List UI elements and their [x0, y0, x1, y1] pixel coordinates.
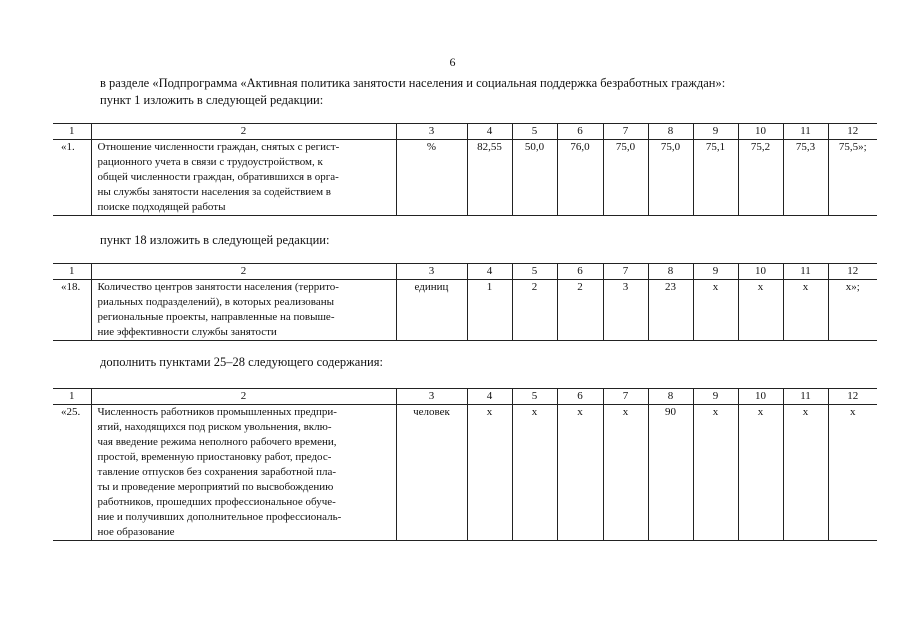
- row-value: 23: [648, 280, 693, 341]
- row-description: [91, 405, 396, 541]
- row-unit: единиц: [396, 280, 467, 341]
- row-value: х: [828, 405, 877, 541]
- row-value: х: [512, 405, 557, 541]
- col-header: 1: [53, 124, 91, 140]
- row-description: [91, 280, 396, 341]
- row-value: 75,5»;: [828, 140, 877, 216]
- row-value: 75,2: [738, 140, 783, 216]
- table-header-row: [53, 124, 877, 140]
- col-header: 1: [53, 389, 91, 405]
- row-value: 3: [603, 280, 648, 341]
- row-value: х: [783, 405, 828, 541]
- row-value: х: [783, 280, 828, 341]
- row-value: х: [738, 405, 783, 541]
- row-value: х: [557, 405, 603, 541]
- col-header: 8: [648, 124, 693, 140]
- col-header: 4: [467, 389, 512, 405]
- row-value: 2: [512, 280, 557, 341]
- table-header-row: [53, 389, 877, 405]
- col-header: 7: [603, 124, 648, 140]
- col-header: 7: [603, 264, 648, 280]
- col-header: 3: [396, 124, 467, 140]
- page-number: 6: [449, 55, 456, 69]
- description-line: ты и проведение мероприятий по высвобождению: [97, 481, 334, 493]
- col-header: 10: [738, 389, 783, 405]
- instruction-point-18: пункт 18 изложить в следующей редакции:: [100, 233, 330, 247]
- col-header: 2: [91, 389, 396, 405]
- row-value: 82,55: [467, 140, 512, 216]
- col-header: 5: [512, 264, 557, 280]
- row-value: 2: [557, 280, 603, 341]
- row-number: «18.: [53, 280, 91, 341]
- row-value: х: [693, 405, 738, 541]
- table-header-row: [53, 264, 877, 280]
- description-line: Отношение численности граждан, снятых с регист-: [97, 141, 340, 153]
- col-header: 3: [396, 389, 467, 405]
- row-value: 76,0: [557, 140, 603, 216]
- section-intro-line: в разделе «Подпрограмма «Активная политика занятости населения и социальная поддержка безработных граждан»:: [100, 76, 726, 90]
- col-header: 12: [828, 389, 877, 405]
- description-line: поиске подходящей работы: [97, 201, 226, 213]
- row-value: х: [603, 405, 648, 541]
- col-header: 5: [512, 124, 557, 140]
- col-header: 8: [648, 389, 693, 405]
- col-header: 6: [557, 264, 603, 280]
- row-value: 75,0: [648, 140, 693, 216]
- description-line: ное образование: [97, 526, 175, 538]
- table-point-1: [53, 123, 877, 216]
- table-row: [53, 280, 877, 341]
- row-value: х: [693, 280, 738, 341]
- row-value: х»;: [828, 280, 877, 341]
- row-value: 1: [467, 280, 512, 341]
- row-value: 75,3: [783, 140, 828, 216]
- description-line: региональные проекты, направленные на повыше-: [97, 311, 335, 323]
- row-value: 50,0: [512, 140, 557, 216]
- section-intro-instruction: пункт 1 изложить в следующей редакции:: [100, 93, 324, 107]
- col-header: 10: [738, 124, 783, 140]
- col-header: 12: [828, 124, 877, 140]
- col-header: 2: [91, 264, 396, 280]
- col-header: 9: [693, 124, 738, 140]
- col-header: 11: [783, 264, 828, 280]
- row-description: [91, 140, 396, 216]
- description-line: Количество центров занятости населения (террито-: [97, 281, 339, 293]
- description-line: Численность работников промышленных предпри-: [97, 406, 337, 418]
- row-number: «25.: [53, 405, 91, 541]
- description-line: риальных подразделений), в которых реализованы: [97, 296, 335, 308]
- description-line: простой, временную приостановку работ, предос-: [97, 451, 332, 463]
- row-value: х: [738, 280, 783, 341]
- table-point-25: [53, 388, 877, 541]
- col-header: 1: [53, 264, 91, 280]
- description-line: ние и получивших дополнительное профессиональ-: [97, 511, 342, 523]
- description-line: ние эффективности службы занятости: [97, 326, 277, 338]
- col-header: 12: [828, 264, 877, 280]
- description-line: рационного учета в связи с трудоустройством, к: [97, 156, 323, 168]
- col-header: 5: [512, 389, 557, 405]
- col-header: 6: [557, 389, 603, 405]
- description-line: ятий, находящихся под риском увольнения, вклю-: [97, 421, 332, 433]
- table-row: [53, 405, 877, 541]
- row-number: «1.: [53, 140, 91, 216]
- col-header: 6: [557, 124, 603, 140]
- col-header: 9: [693, 264, 738, 280]
- row-value: 90: [648, 405, 693, 541]
- col-header: 10: [738, 264, 783, 280]
- row-value: 75,0: [603, 140, 648, 216]
- description-line: чая введение режима неполного рабочего времени,: [97, 436, 337, 448]
- row-unit: человек: [396, 405, 467, 541]
- table-row: [53, 140, 877, 216]
- description-line: работников, прошедших профессиональное обуче-: [97, 496, 336, 508]
- col-header: 3: [396, 264, 467, 280]
- description-line: общей численности граждан, обратившихся в орга-: [97, 171, 339, 183]
- col-header: 4: [467, 264, 512, 280]
- row-unit: %: [396, 140, 467, 216]
- col-header: 9: [693, 389, 738, 405]
- col-header: 7: [603, 389, 648, 405]
- row-value: 75,1: [693, 140, 738, 216]
- col-header: 11: [783, 389, 828, 405]
- instruction-points-25-28: дополнить пунктами 25–28 следующего содержания:: [100, 355, 383, 369]
- table-point-18: [53, 263, 877, 341]
- row-value: х: [467, 405, 512, 541]
- description-line: ны службы занятости населения за содействием в: [97, 186, 331, 198]
- col-header: 2: [91, 124, 396, 140]
- col-header: 4: [467, 124, 512, 140]
- description-line: тавление отпусков без сохранения заработной пла-: [97, 466, 337, 478]
- col-header: 11: [783, 124, 828, 140]
- col-header: 8: [648, 264, 693, 280]
